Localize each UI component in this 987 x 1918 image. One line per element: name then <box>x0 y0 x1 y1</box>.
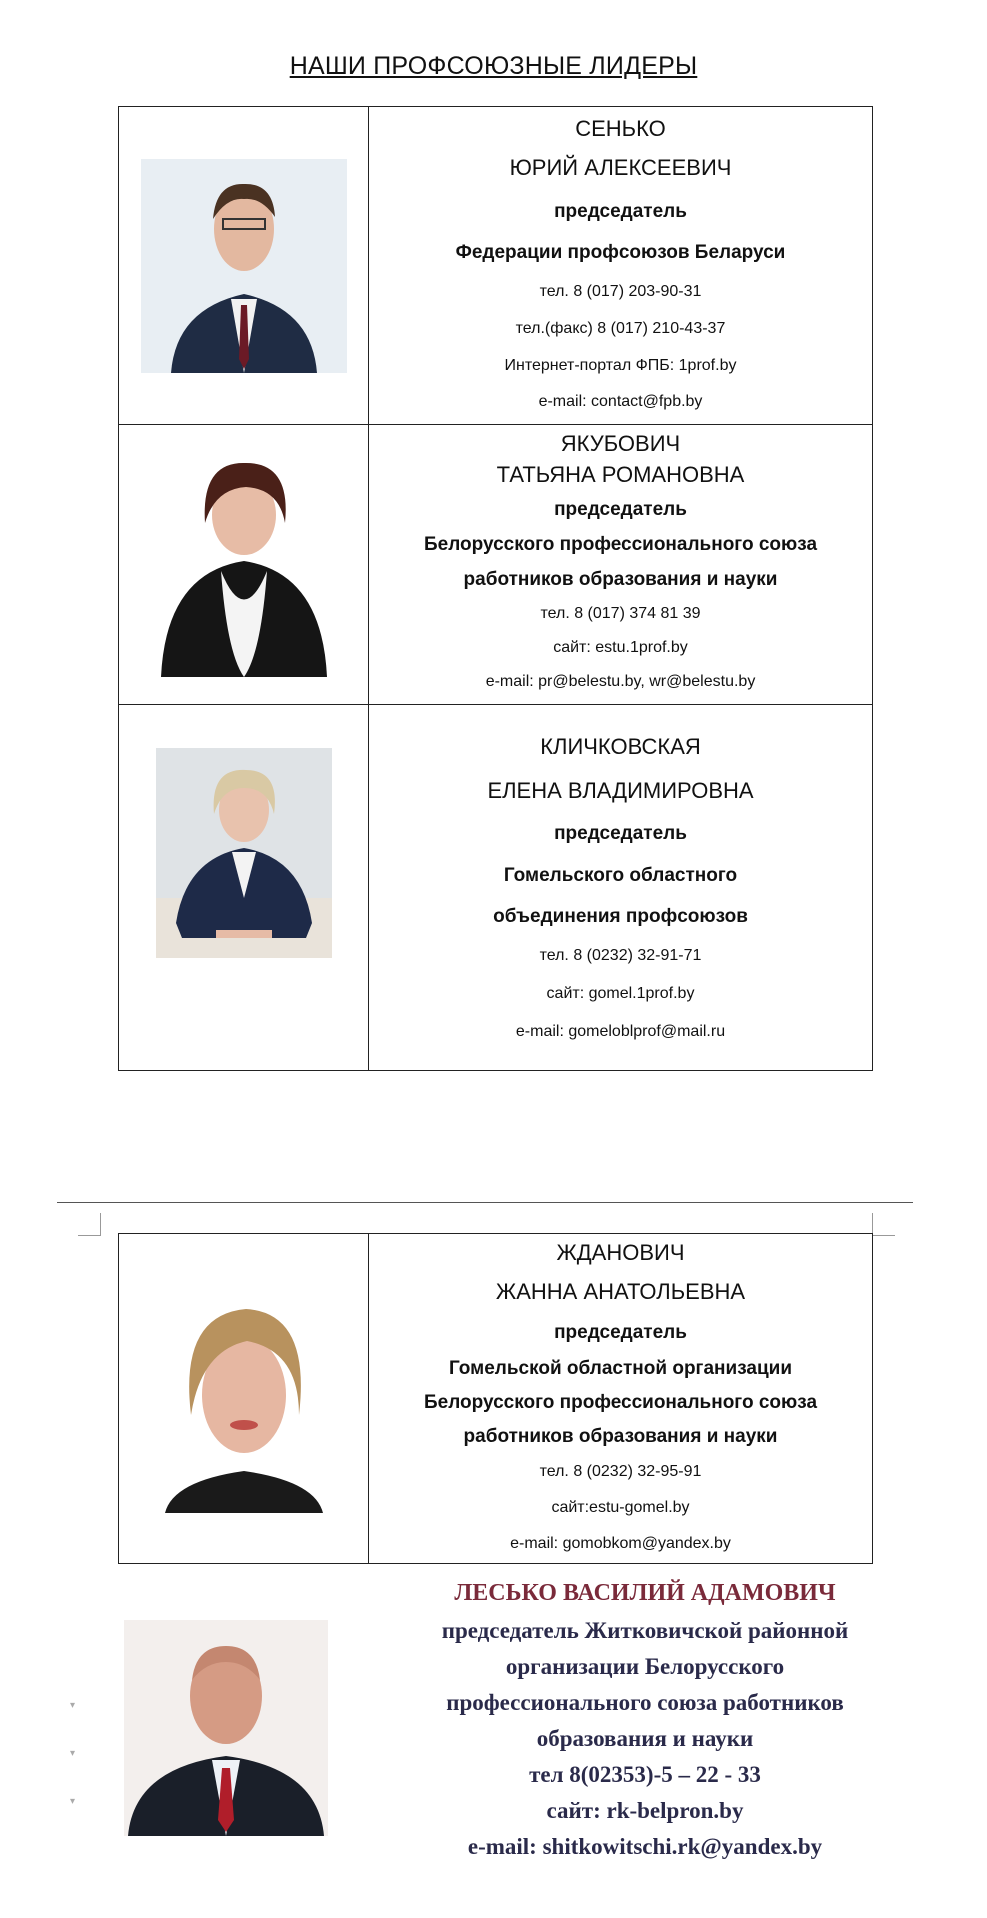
leader-email: e-mail: gomeloblprof@mail.ru <box>515 1022 726 1040</box>
table-row <box>119 425 873 705</box>
leader-given-name: ЕЛЕНА ВЛАДИМИРОВНА <box>487 777 754 803</box>
leader-website: сайт: rk-belpron.by <box>546 1798 744 1823</box>
table-row <box>119 1234 873 1564</box>
leader-given-name: ЮРИЙ АЛЕКСЕЕВИЧ <box>509 154 732 180</box>
table-row <box>119 107 873 425</box>
leader-phone: тел. 8 (0232) 32-91-71 <box>539 946 702 964</box>
last-leader-block <box>390 1580 900 1865</box>
leader-text-line: образования и науки <box>536 1726 754 1751</box>
leader-org: Федерации профсоюзов Беларуси <box>455 241 786 263</box>
person-silhouette-icon <box>161 1285 327 1513</box>
leader-org-line-3: работников образования и науки <box>463 1425 778 1447</box>
leader-phone: тел. 8 (0232) 32-95-91 <box>539 1462 702 1480</box>
page-title: НАШИ ПРОФСОЮЗНЫЕ ЛИДЕРЫ <box>289 52 698 80</box>
page-corner-mark <box>78 1213 101 1236</box>
portrait-photo <box>141 159 347 373</box>
info-cell <box>369 107 873 425</box>
portrait-photo <box>161 453 327 677</box>
info-cell <box>369 1234 873 1564</box>
leader-org-line-2: работников образования и науки <box>463 568 778 590</box>
leader-website: сайт: gomel.1prof.by <box>546 984 695 1002</box>
photo-cell <box>119 107 369 425</box>
person-silhouette-icon <box>161 453 327 677</box>
leader-surname: ЯКУБОВИЧ <box>560 430 681 456</box>
leader-phone: тел 8(02353)-5 – 22 - 33 <box>529 1762 761 1787</box>
leader-given-name: ТАТЬЯНА РОМАНОВНА <box>496 461 745 487</box>
leader-email: e-mail: contact@fpb.by <box>538 392 703 410</box>
photo-cell <box>119 705 369 1071</box>
info-cell <box>369 425 873 705</box>
leader-email: e-mail: gomobkom@yandex.by <box>510 1534 731 1552</box>
leader-website: сайт:estu-gomel.by <box>551 1498 690 1516</box>
leader-website: сайт: estu.1prof.by <box>553 638 688 656</box>
leader-org-line-2: объединения профсоюзов <box>493 905 748 927</box>
leader-org-line-2: Белорусского профессионального союза <box>423 1391 818 1413</box>
info-cell <box>369 705 873 1071</box>
leader-email: e-mail: shitkowitschi.rk@yandex.by <box>467 1834 823 1859</box>
leader-role: председатель <box>554 200 687 222</box>
leader-given-name: ЖАННА АНАТОЛЬЕВНА <box>495 1278 746 1304</box>
margin-marker: ▾ <box>70 1748 76 1759</box>
leader-org-line-1: Белорусского профессионального союза <box>423 533 818 555</box>
margin-marker: ▾ <box>70 1796 76 1807</box>
leader-text-line: председатель Житковичской районной <box>441 1618 849 1643</box>
leader-org-line-1: Гомельского областного <box>503 864 738 886</box>
leader-text-line: организации Белорусского <box>505 1654 785 1679</box>
leader-surname: ЖДАНОВИЧ <box>556 1239 685 1265</box>
photo-cell <box>119 1234 369 1564</box>
photo-cell <box>119 425 369 705</box>
person-silhouette-icon <box>141 159 347 373</box>
leader-surname: КЛИЧКОВСКАЯ <box>540 733 701 759</box>
leader-surname: СЕНЬКО <box>575 115 666 141</box>
table-row <box>119 705 873 1071</box>
page-break-line <box>57 1202 913 1203</box>
leader-email: e-mail: pr@belestu.by, wr@belestu.by <box>485 672 756 690</box>
leader-org-line-1: Гомельской областной организации <box>448 1357 792 1379</box>
leader-role: председатель <box>554 498 687 520</box>
person-silhouette-icon <box>124 1620 328 1836</box>
leader-phone: тел. 8 (017) 203-90-31 <box>539 282 702 300</box>
leader-fax: тел.(факс) 8 (017) 210-43-37 <box>515 319 726 337</box>
portrait-photo <box>156 748 332 958</box>
leader-full-name: ЛЕСЬКО ВАСИЛИЙ АДАМОВИЧ <box>454 1580 836 1606</box>
portrait-photo <box>161 1285 327 1513</box>
portrait-photo <box>124 1620 328 1836</box>
leaders-table <box>118 1233 873 1564</box>
person-silhouette-icon <box>156 748 332 958</box>
leader-role: председатель <box>554 822 687 844</box>
leader-role: председатель <box>554 1321 687 1343</box>
leaders-table <box>118 106 873 1071</box>
leader-website: Интернет-портал ФПБ: 1prof.by <box>504 356 737 374</box>
margin-marker: ▾ <box>70 1700 76 1711</box>
page-corner-mark <box>872 1213 895 1236</box>
leader-phone: тел. 8 (017) 374 81 39 <box>540 604 701 622</box>
leader-text-line: профессионального союза работников <box>446 1690 844 1715</box>
